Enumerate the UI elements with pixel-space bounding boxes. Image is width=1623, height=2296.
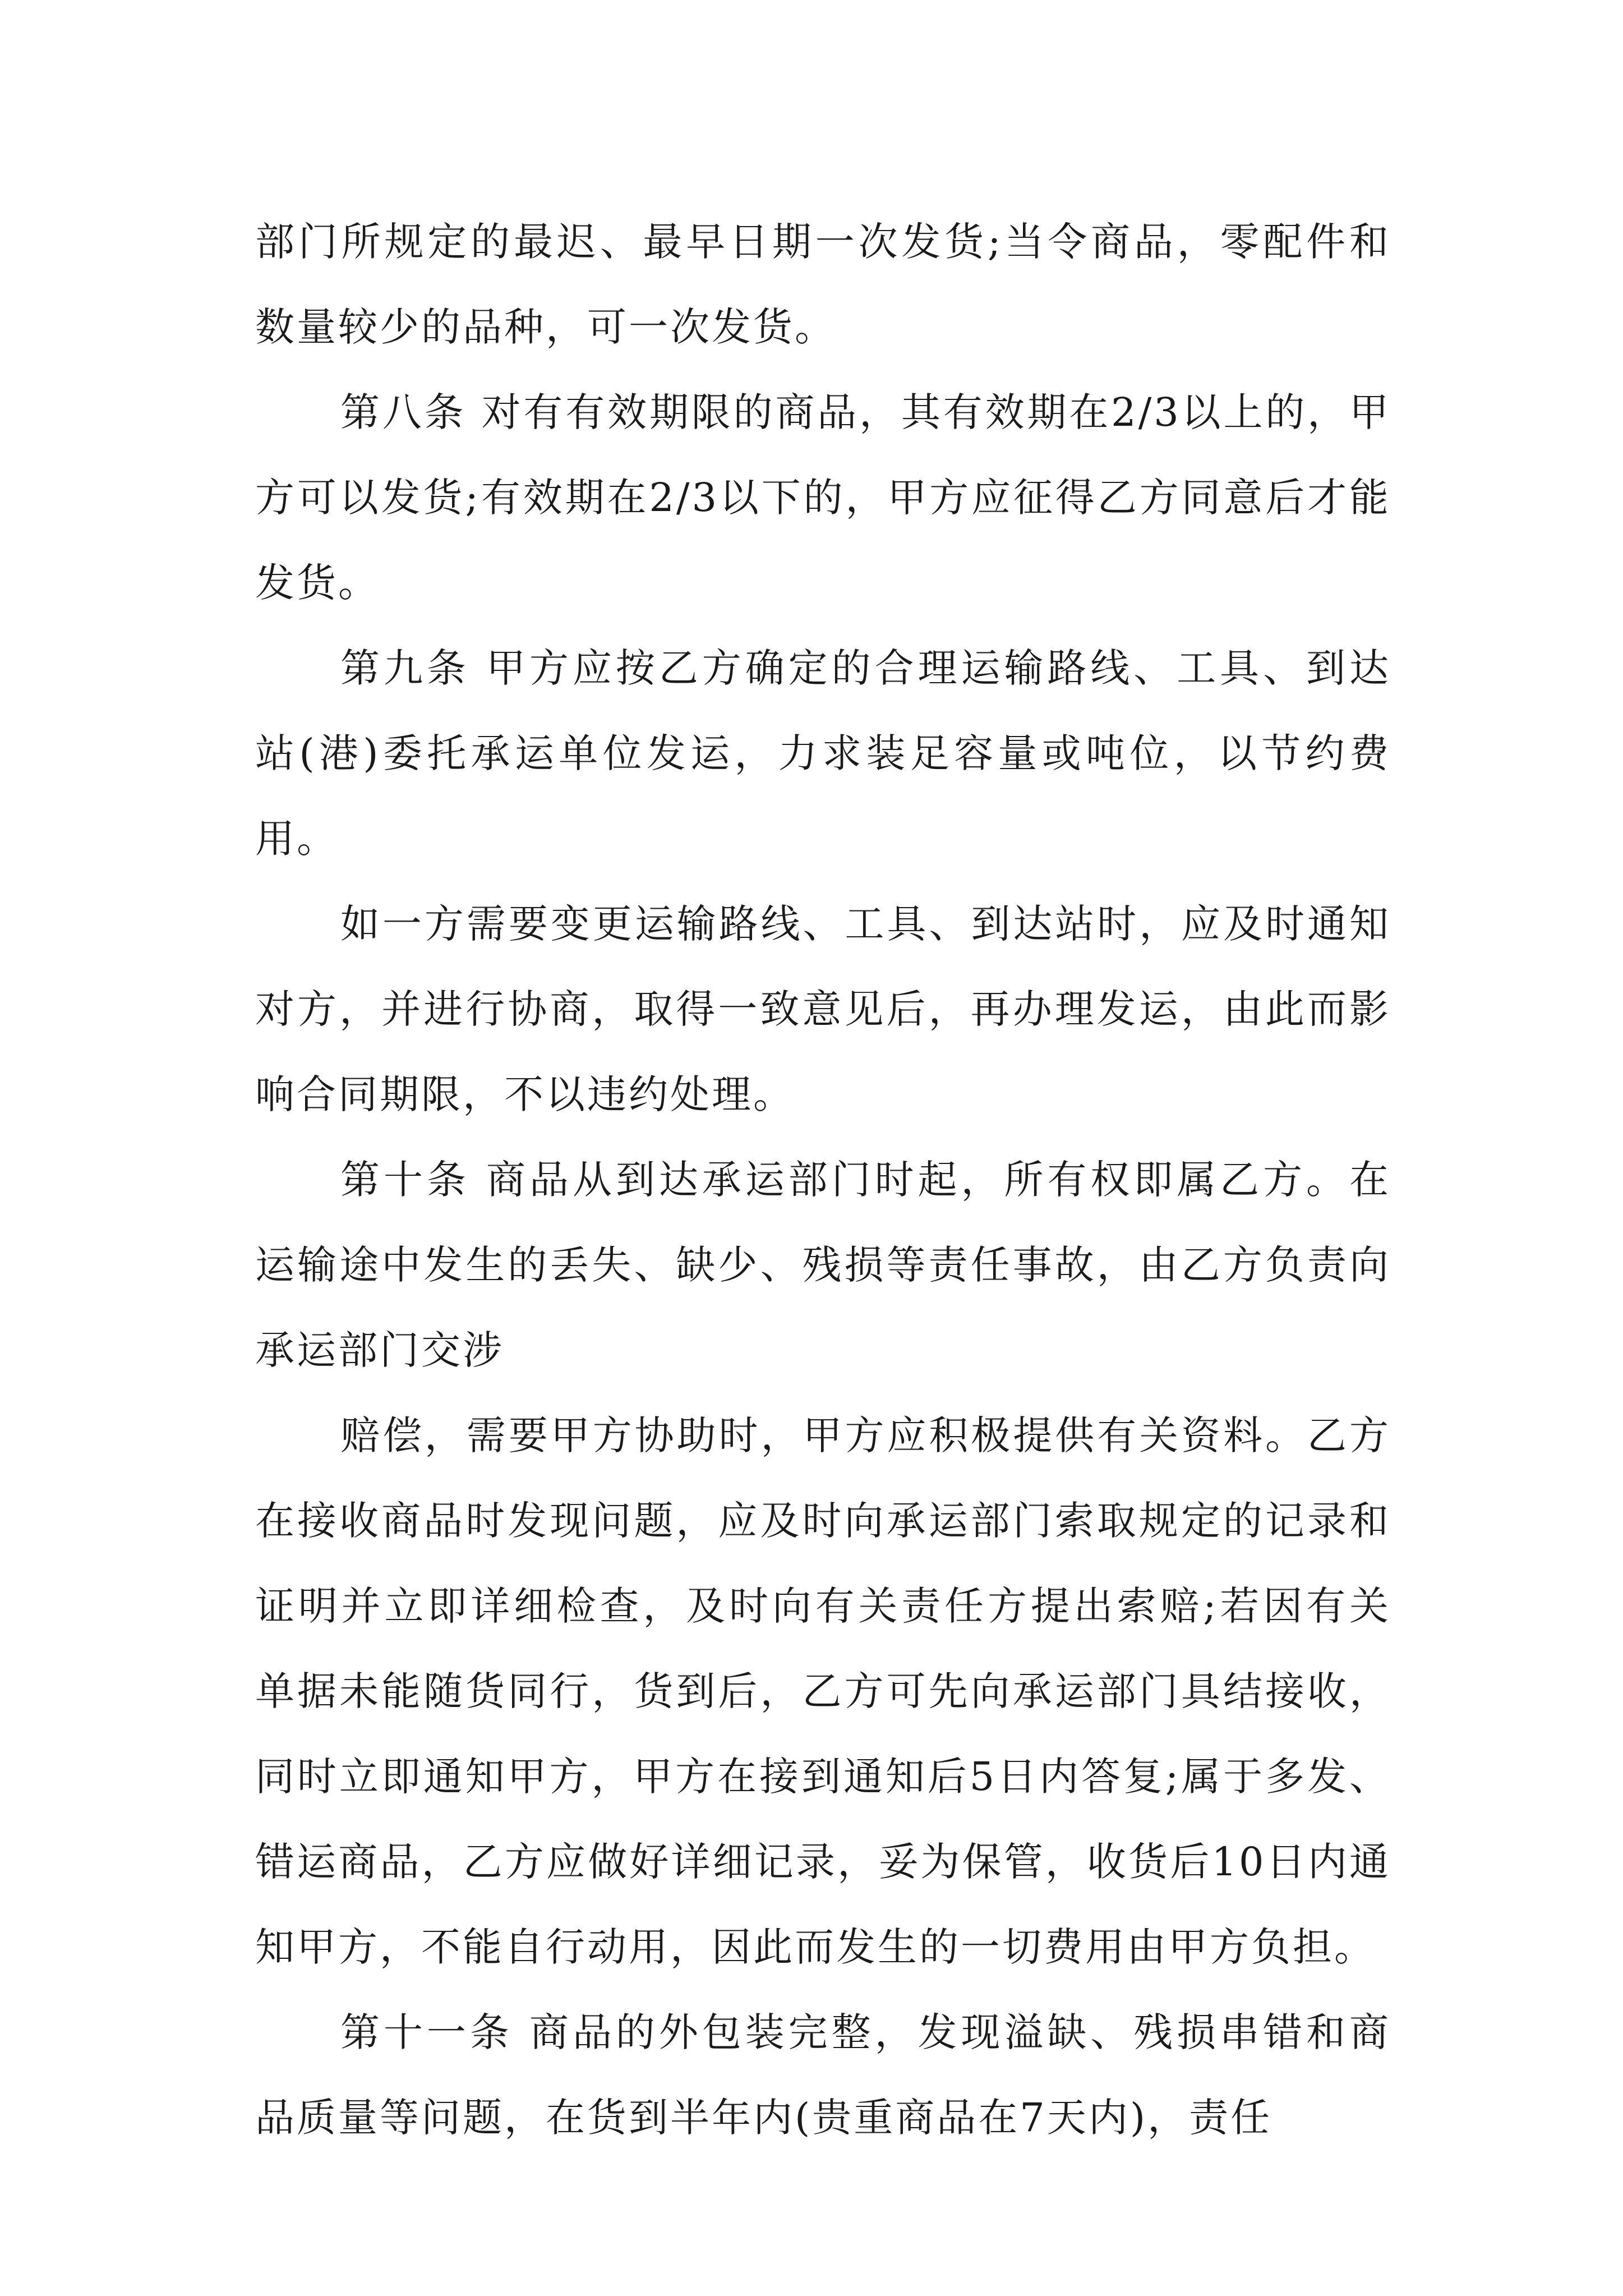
paragraph-article-10: 第十条 商品从到达承运部门时起，所有权即属乙方。在运输途中发生的丢失、缺少、残损等责任事故，由乙方负责向承运部门交涉 (255, 1157, 1391, 1373)
paragraph-article-11: 第十一条 商品的外包装完整，发现溢缺、残损串错和商品质量等问题，在货到半年内(贵重商品在7天内)，责任 (255, 2009, 1391, 2141)
paragraph-compensation: 赔偿，需要甲方协助时，甲方应积极提供有关资料。乙方在接收商品时发现问题，应及时向承运部门索取规定的记录和证明并立即详细检查，及时向有关责任方提出索赔;若因有关单据未能随货同行，货到后，乙方可先向承运部门具结接收，同时立即通知甲方，甲方在接到通知后5日内答复;属于多发、错运商品，乙方应做好详细记录，妥为保管，收货后10日内通知甲方，不能自行动用，因此而发生的一切费用由甲方负担。 (255, 1412, 1391, 1970)
paragraph-article-8: 第八条 对有有效期限的商品，其有效期在2/3以上的，甲方可以发货;有效期在2/3以下的，甲方应征得乙方同意后才能发货。 (255, 389, 1391, 606)
paragraph-article-9: 第九条 甲方应按乙方确定的合理运输路线、工具、到达站(港)委托承运单位发运，力求装足容量或吨位，以节约费用。 (255, 645, 1391, 862)
document-body (255, 199, 1391, 2160)
paragraph-route-change: 如一方需要变更运输路线、工具、到达站时，应及时通知对方，并进行协商，取得一致意见后，再办理发运，由此而影响合同期限，不以违约处理。 (255, 901, 1391, 1117)
paragraph-continuation: 部门所规定的最迟、最早日期一次发货;当令商品，零配件和数量较少的品种，可一次发货。 (255, 219, 1391, 350)
